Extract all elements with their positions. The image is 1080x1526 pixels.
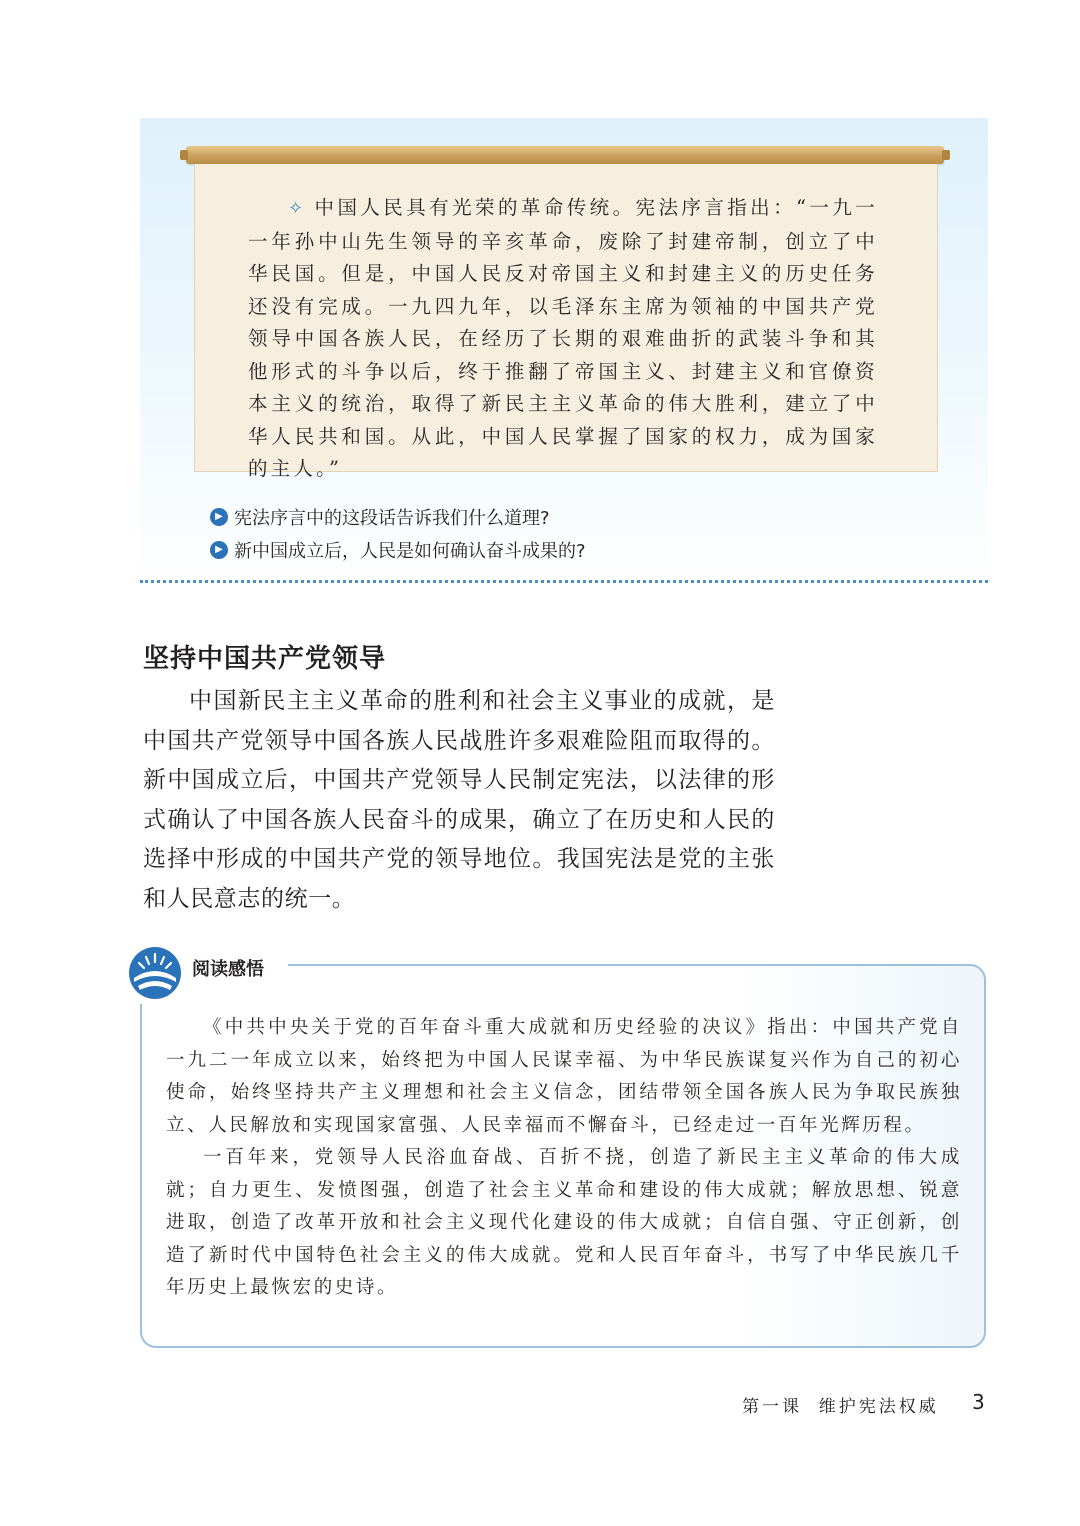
reading-paragraph: 《中共中央关于党的百年奋斗重大成就和历史经验的决议》指出：中国共产党自一九二一年成立以来，始终把为中国人民谋幸福、为中华民族谋复兴作为自己的初心使命，始终坚持共产主义理想和社会主义信念，团结带领全国各族人民为争取民族独立、人民解放和实现国家富强、人民幸福而不懈奋斗，已经走过一百年光辉历程。 <box>166 1017 962 1136</box>
quote-text: 中国人民具有光荣的革命传统。宪法序言指出：“一九一一年孙中山先生领导的辛亥革命，废除了封建帝制，创立了中华民国。但是，中国人民反对帝国主义和封建主义的历史任务还没有完成。一九四九年，以毛泽东主席为领袖的中国共产党领导中国各族人民，在经历了长期的艰难曲折的武装斗争和其他形式的斗争以后，终于推翻了帝国主义、封建主义和官僚资本主义的统治，取得了新民主主义革命的伟大胜利，建立了中华人民共和国。从此，中国人民掌握了国家的权力，成为国家的主人。” <box>248 196 878 480</box>
constitution-quote <box>248 192 878 486</box>
section-body: 中国新民主主义革命的胜利和社会主义事业的成就，是中国共产党领导中国各族人民战胜许多艰难险阻而取得的。新中国成立后，中国共产党领导人民制定宪法，以法律的形式确认了中国各族人民奋斗的成果，确立了在历史和人民的选择中形成的中国共产党的领导地位。我国宪法是党的主张和人民意志的统一。 <box>143 688 775 912</box>
section-divider <box>140 580 988 583</box>
question-list <box>210 500 910 566</box>
reading-paragraph: 一百年来，党领导人民浴血奋战、百折不挠，创造了新民主主义革命的伟大成就；自力更生、发愤图强，创造了社会主义革命和建设的伟大成就；解放思想、锐意进取，创造了改革开放和社会主义现代化建设的伟大成就；自信自强、守正创新，创造了新时代中国特色社会主义的伟大成就。党和人民百年奋斗，书写了中华民族几千年历史上最恢宏的史诗。 <box>166 1147 962 1298</box>
question-item <box>210 533 910 566</box>
reading-label: 阅读感悟 <box>192 959 264 980</box>
question-item <box>210 500 910 533</box>
section-title: 坚持中国共产党领导 <box>143 644 387 674</box>
question-text: 新中国成立后，人民是如何确认奋斗成果的? <box>234 540 586 562</box>
reading-text <box>166 1012 962 1305</box>
page-number: 3 <box>972 1390 985 1414</box>
reading-logo-icon <box>128 946 182 1000</box>
lesson-footer: 第一课 维护宪法权威 <box>742 1397 939 1417</box>
diamond-bullet-icon: ✧ <box>288 198 307 219</box>
scroll-rod <box>186 146 944 164</box>
question-text: 宪法序言中的这段话告诉我们什么道理? <box>234 507 550 529</box>
question-arrow-icon: ▶ <box>210 541 228 559</box>
question-arrow-icon: ▶ <box>210 508 228 526</box>
